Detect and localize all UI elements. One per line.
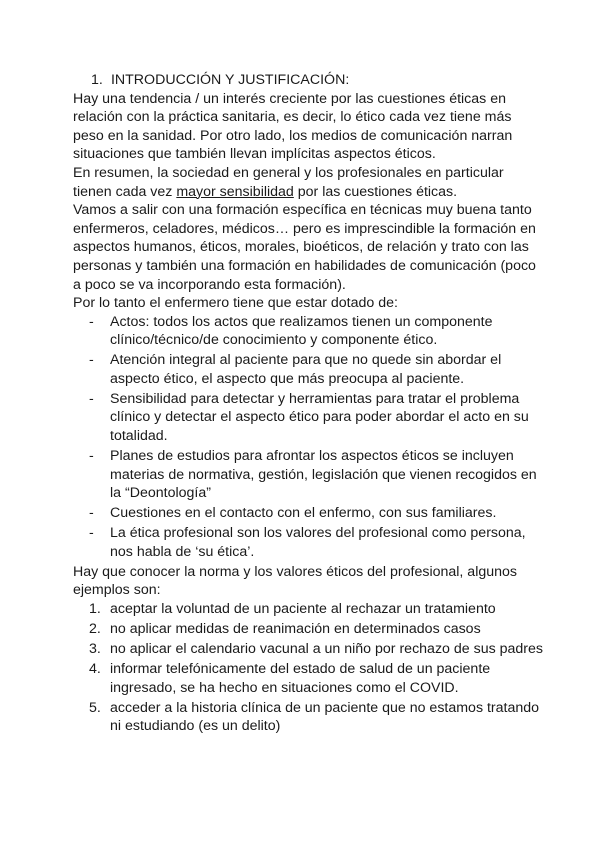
list-item-text: Cuestiones en el contacto con el enfermo, con sus familiares.: [110, 505, 497, 522]
item-number: 3.: [89, 640, 101, 657]
paragraph-nurse-needs: Por lo tanto el enfermero tiene que estar dotado de:: [73, 295, 398, 312]
list-item: [73, 390, 543, 446]
paragraph-intro: Hay una tendencia / un interés creciente por las cuestiones éticas en relación con la práctica sanitaria, es decir, lo ético cada vez tiene más peso en la sanidad. Por otro lado, los medios de comunicación narran situaciones que también llevan implícitas aspectos éticos.: [73, 90, 513, 163]
list-item: [73, 524, 543, 561]
item-number: 2.: [89, 620, 101, 637]
list-item: [73, 620, 543, 639]
list-item: [73, 447, 543, 503]
item-number: 5.: [89, 699, 101, 716]
list-item-text: no aplicar medidas de reanimación en determinados casos: [110, 620, 481, 637]
list-item-text: aceptar la voluntad de un paciente al rechazar un tratamiento: [110, 600, 496, 617]
list-item-text: acceder a la historia clínica de un paciente que no estamos tratando ni estudiando (es un delito): [110, 699, 540, 735]
list-item-text: Planes de estudios para afrontar los aspectos éticos se incluyen materias de normativa, gestión, legislación que vienen recogidos en la “Deontología”: [110, 448, 537, 502]
section-number: 1.: [91, 72, 103, 88]
list-item: [73, 600, 543, 619]
list-item: [73, 351, 543, 388]
numbered-list: [73, 600, 543, 736]
list-item: [73, 660, 543, 697]
dash-list: [73, 313, 543, 562]
paragraph-summary-end: por las cuestiones éticas.: [293, 183, 458, 200]
paragraph-summary-start: En resumen, la sociedad en general y los profesionales en particular tienen cada vez: [73, 164, 504, 200]
list-item-text: Actos: todos los actos que realizamos tienen un componente clínico/técnico/de conocimiento y componente ético.: [110, 313, 493, 349]
dash-marker: -: [89, 313, 94, 330]
section-title: INTRODUCCIÓN Y JUSTIFICACIÓN:: [110, 72, 350, 88]
dash-marker: -: [89, 505, 94, 522]
dash-marker: -: [89, 448, 94, 465]
section-heading: [73, 71, 543, 90]
dash-marker: -: [89, 390, 94, 407]
list-item-text: Atención integral al paciente para que no quede sin abordar el aspecto ético, el aspecto que más preocupa al paciente.: [110, 352, 502, 387]
list-item: [73, 504, 543, 523]
underlined-phrase: mayor sensibilidad: [176, 183, 294, 200]
item-number: 1.: [89, 600, 101, 617]
dash-marker: -: [89, 352, 94, 369]
dash-marker: -: [89, 525, 94, 542]
paragraph-training: Vamos a salir con una formación específica en técnicas muy buena tanto enfermeros, celadores, médicos… pero es imprescindible la formación en aspectos humanos, éticos, morales, bioéticos, de relación y trato con las personas y también una formación en habilidades de comunicación (poco a poco se va incorporando esta formación).: [73, 202, 536, 293]
paragraph-examples: Hay que conocer la norma y los valores éticos del profesional, algunos ejemplos son:: [73, 563, 517, 599]
list-item-text: La ética profesional son los valores del profesional como persona, nos habla de ‘su ética’.: [110, 525, 526, 560]
list-item-text: informar telefónicamente del estado de salud de un paciente ingresado, se ha hecho en situaciones como el COVID.: [110, 660, 491, 696]
list-item-text: no aplicar el calendario vacunal a un niño por rechazo de sus padres: [110, 640, 543, 657]
paragraph-summary: [73, 164, 543, 201]
list-item: [73, 313, 543, 350]
list-item: [73, 640, 543, 659]
list-item-text: Sensibilidad para detectar y herramientas para tratar el problema clínico y detectar el aspecto ético para poder abordar el acto en su totalidad.: [110, 390, 529, 445]
item-number: 4.: [89, 660, 101, 677]
document-page: [73, 71, 543, 737]
list-item: [73, 699, 543, 736]
